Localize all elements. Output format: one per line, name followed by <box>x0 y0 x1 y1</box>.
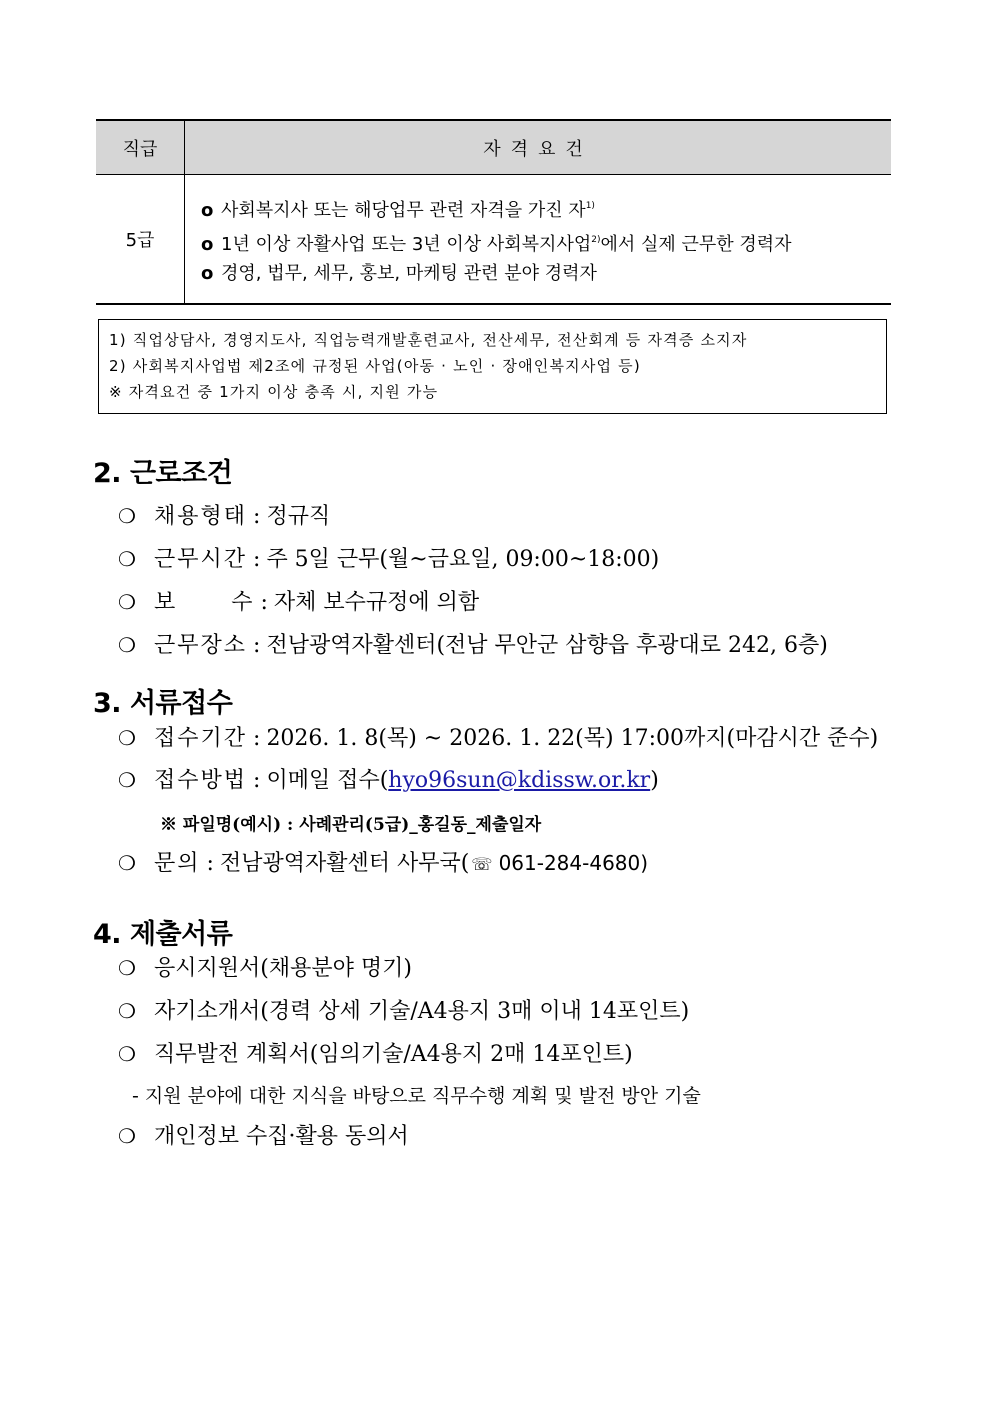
work-hours-row: ❍ 근무시간 : 주 5일 근무(월~금요일, 09:00~18:00) <box>118 544 659 574</box>
table-row <box>96 175 891 305</box>
footnote-ref: 2) <box>591 235 601 245</box>
row-value: 이메일 접수( <box>266 768 389 793</box>
section-3-heading: 3. 서류접수 <box>93 688 233 719</box>
bullet-icon: o <box>201 263 214 284</box>
document-item <box>118 996 689 1026</box>
row-value: 정규직 <box>266 504 331 529</box>
header-grade: 직급 <box>96 120 185 175</box>
circle-bullet-icon: ❍ <box>118 633 136 657</box>
row-label: 문의 <box>154 851 201 876</box>
row-label: 채용형태 <box>154 504 248 529</box>
row-label: 접수기간 <box>154 726 248 751</box>
application-period-row: ❍ 접수기간 : 2026. 1. 8(목) ~ 2026. 1. 22(목) 17:00까지(마감시간 준수) <box>118 723 878 753</box>
list-item <box>201 189 891 223</box>
requirement-text: 사회복지사 또는 해당업무 관련 자격을 가진 자 <box>221 200 586 221</box>
requirement-text: 1년 이상 자활사업 또는 3년 이상 사회복지사업 <box>221 234 592 255</box>
email-link[interactable]: hyo96sun@kdissw.or.kr <box>388 768 651 793</box>
list-item <box>201 223 891 257</box>
document-item <box>118 1121 409 1151</box>
footnote-2: 2) 사회복지사업법 제2조에 규정된 사업(아동 · 노인 · 장애인복지사업 등) <box>109 357 641 375</box>
circle-bullet-icon: ❍ <box>118 1124 136 1148</box>
section-4-heading: 4. 제출서류 <box>93 919 233 950</box>
phone-icon: ☏ <box>471 855 493 875</box>
filename-note: ※ 파일명(예시) : 사례관리(5급)_홍길동_제출일자 <box>160 815 542 835</box>
requirements-cell <box>185 175 892 305</box>
inquiry-row: ❍ 문의 : 전남광역자활센터 사무국( ☏ 061-284-4680) <box>118 848 648 878</box>
circle-bullet-icon: ❍ <box>118 590 136 614</box>
circle-bullet-icon: ❍ <box>118 1042 136 1066</box>
row-label: 보 수 <box>154 590 255 615</box>
row-value: 2026. 1. 8(목) ~ 2026. 1. 22(목) 17:00까지(마감시간 준수) <box>266 726 879 751</box>
footnote-ref: 1) <box>585 201 595 211</box>
document-sub-item: - 지원 분야에 대한 지식을 바탕으로 직무수행 계획 및 발전 방안 기술 <box>132 1085 701 1107</box>
workplace-row: ❍ 근무장소 : 전남광역자활센터(전남 무안군 삼향읍 후광대로 242, 6층) <box>118 630 828 660</box>
row-value: 전남광역자활센터(전남 무안군 삼향읍 후광대로 242, 6층) <box>266 633 828 658</box>
document-text: 응시지원서(채용분야 명기) <box>154 956 412 981</box>
circle-bullet-icon: ❍ <box>118 504 136 528</box>
document-item <box>118 1039 633 1069</box>
footnote-1: 1) 직업상담사, 경영지도사, 직업능력개발훈련교사, 전산세무, 전산회계 등 자격증 소지자 <box>109 331 748 349</box>
table-header-row <box>96 120 891 175</box>
circle-bullet-icon: ❍ <box>118 956 136 980</box>
requirement-tail: 에서 실제 근무한 경력자 <box>600 234 792 255</box>
header-requirements: 자격요건 <box>185 120 892 175</box>
document-item <box>118 953 412 983</box>
row-label: 근무장소 <box>154 633 248 658</box>
document-text: 자기소개서(경력 상세 기술/A4용지 3매 이내 14포인트) <box>154 999 690 1024</box>
bullet-icon: o <box>201 234 214 255</box>
footnote-3: ※ 자격요건 중 1가지 이상 충족 시, 지원 가능 <box>109 383 439 401</box>
circle-bullet-icon: ❍ <box>118 726 136 750</box>
employment-type-row: ❍ 채용형태 : 정규직 <box>118 501 330 531</box>
section-2-heading: 2. 근로조건 <box>93 458 233 489</box>
circle-bullet-icon: ❍ <box>118 768 136 792</box>
application-method-row: ❍ 접수방법 : 이메일 접수(hyo96sun@kdissw.or.kr) <box>118 765 659 795</box>
salary-row: ❍ 보 수 : 자체 보수규정에 의함 <box>118 587 479 617</box>
phone-number: 061-284-4680) <box>498 851 649 875</box>
document-text: 직무발전 계획서(임의기술/A4용지 2매 14포인트) <box>154 1042 633 1067</box>
circle-bullet-icon: ❍ <box>118 851 136 875</box>
circle-bullet-icon: ❍ <box>118 999 136 1023</box>
row-value: 주 5일 근무(월~금요일, 09:00~18:00) <box>266 547 660 572</box>
document-text: 개인정보 수집·활용 동의서 <box>154 1124 409 1149</box>
requirement-text: 경영, 법무, 세무, 홍보, 마케팅 관련 분야 경력자 <box>221 263 597 284</box>
bullet-icon: o <box>201 200 214 221</box>
grade-cell: 5급 <box>96 175 185 305</box>
footnote-box <box>98 319 887 414</box>
circle-bullet-icon: ❍ <box>118 547 136 571</box>
row-label: 접수방법 <box>154 768 248 793</box>
row-label: 근무시간 <box>154 547 248 572</box>
requirements-list <box>185 175 891 303</box>
row-value-suffix: ) <box>650 768 659 793</box>
list-item <box>201 257 891 291</box>
row-value: 전남광역자활센터 사무국( <box>219 851 470 876</box>
qualification-table <box>96 119 891 305</box>
row-value: 자체 보수규정에 의함 <box>273 590 480 615</box>
